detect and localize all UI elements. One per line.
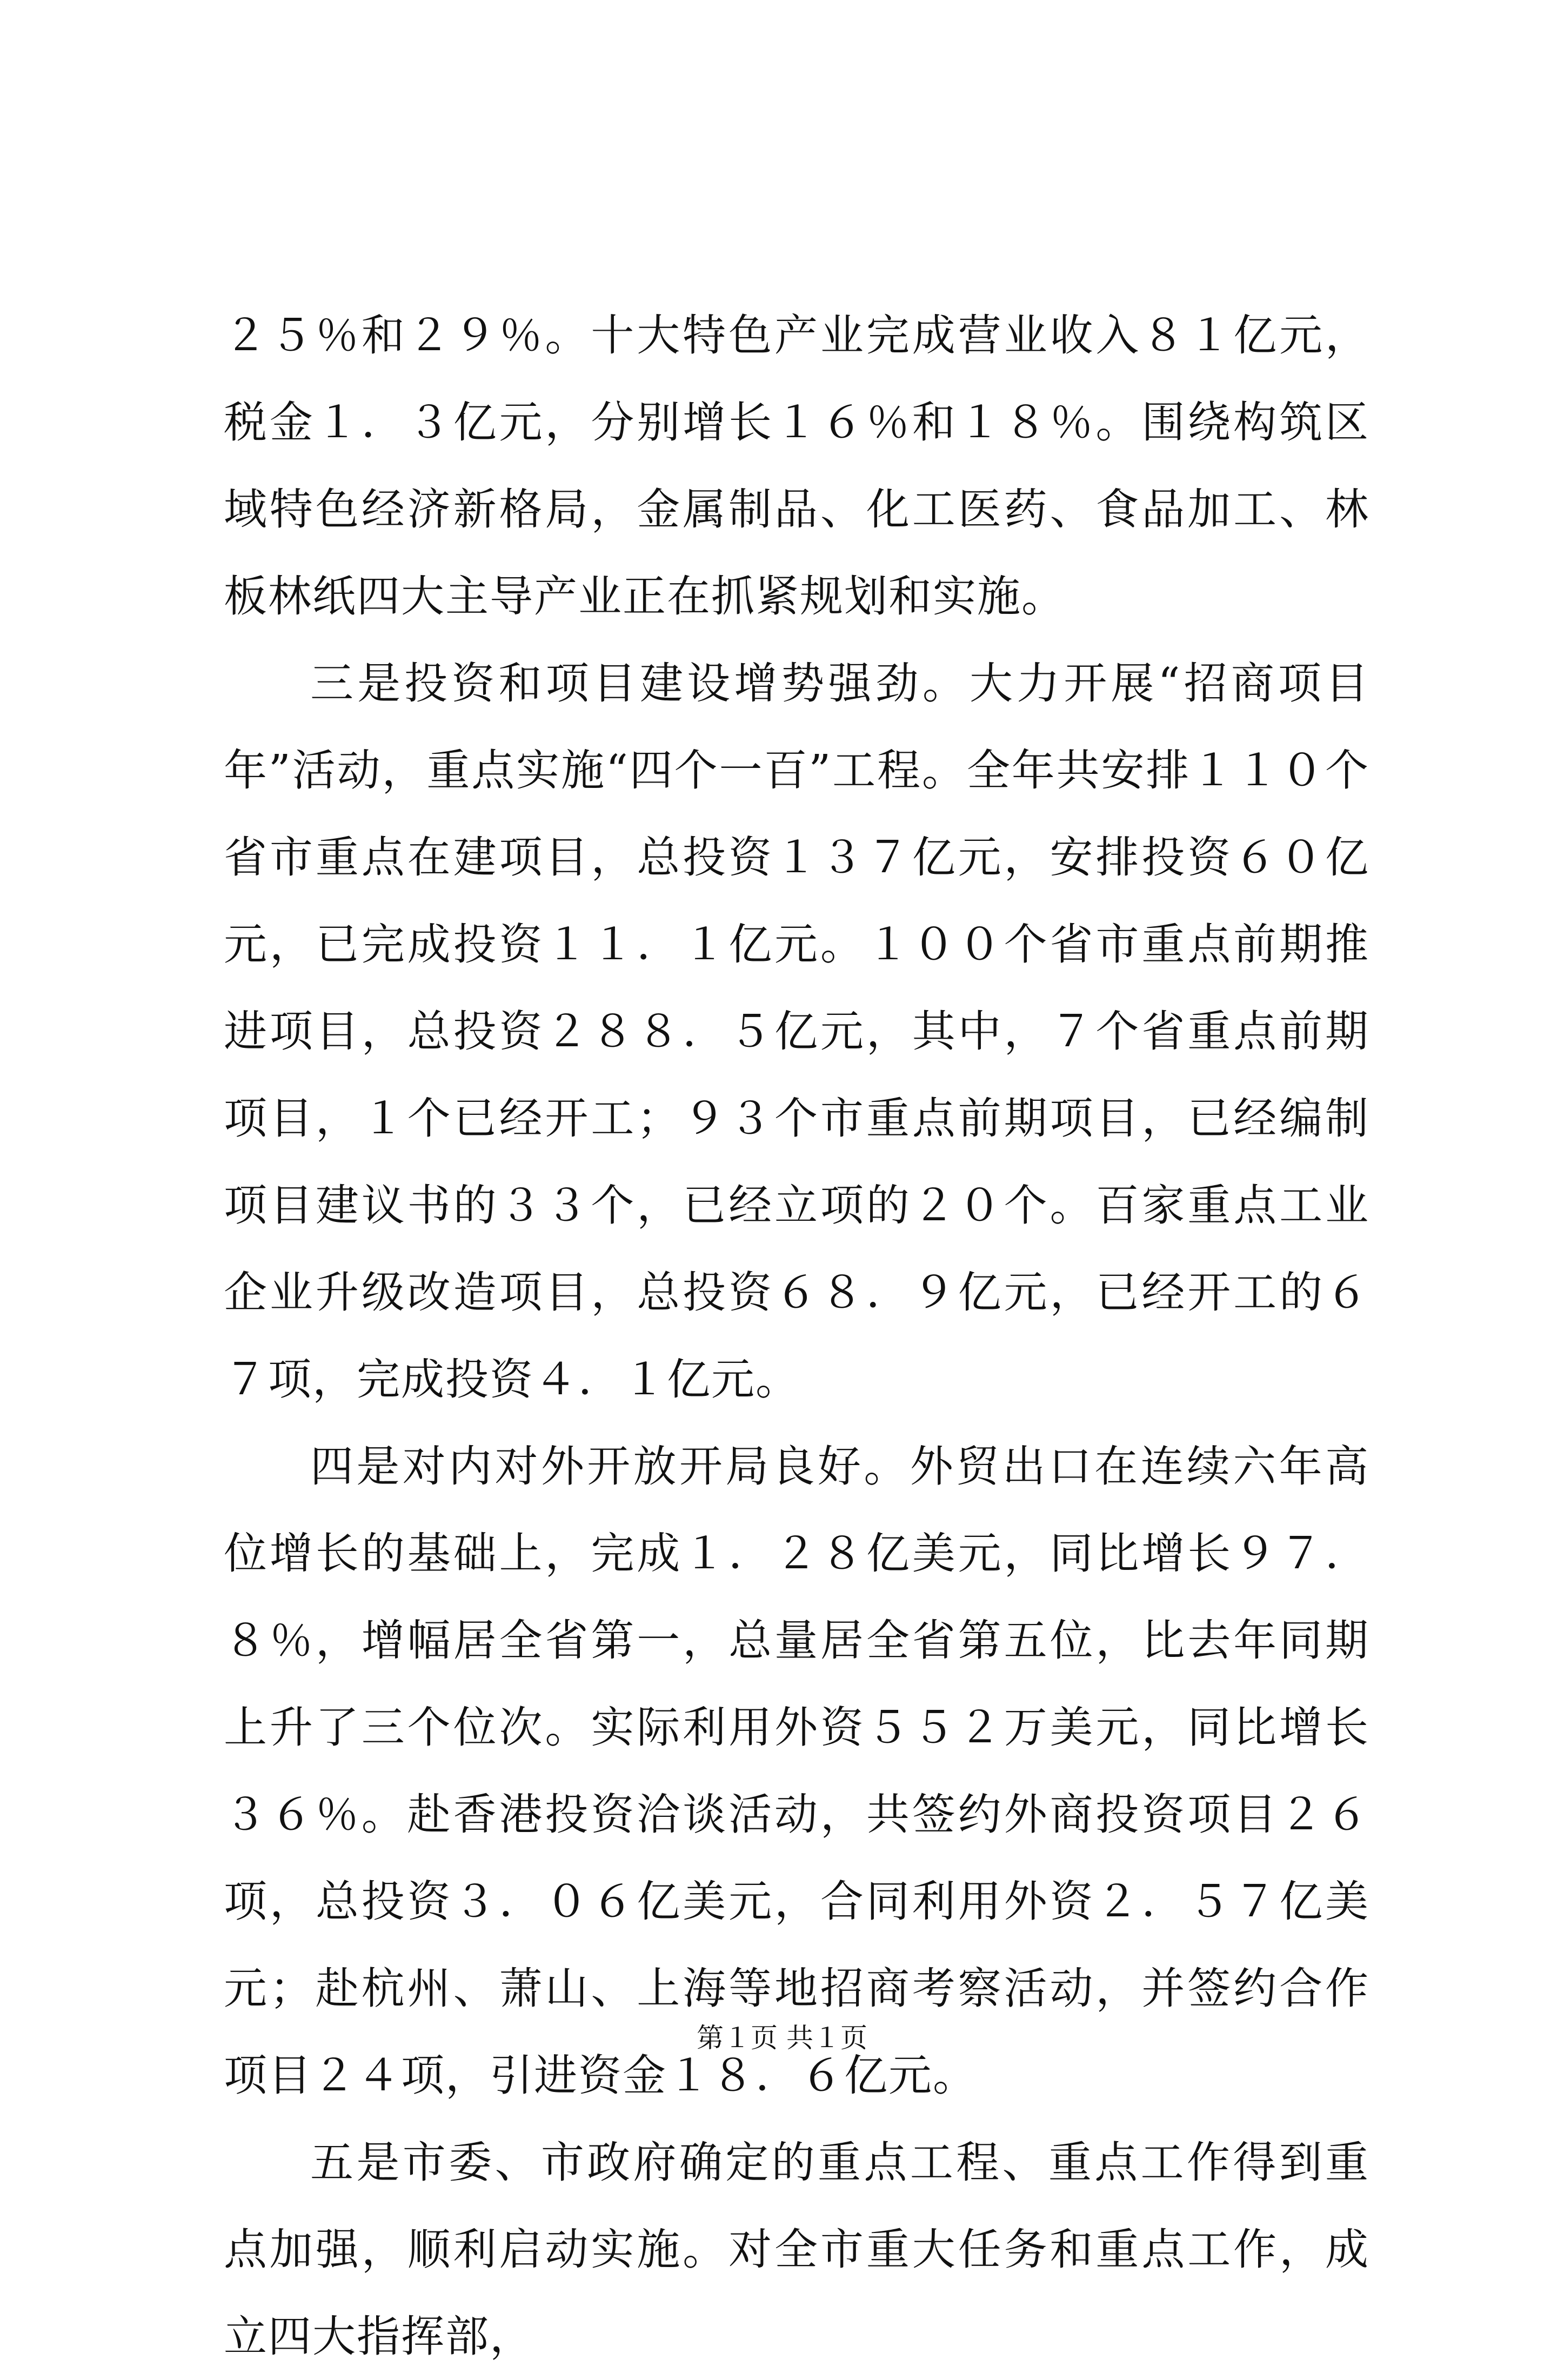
paragraph-4: 五是市委、市政府确定的重点工程、重点工作得到重点加强，顺利启动实施。对全市重大任务和重点工作，成立四大指挥部，: [224, 2137, 1369, 2362]
paragraph-1: ２５％和２９％。十大特色产业完成营业收入８１亿元，税金１．３亿元，分别增长１６％和１８％。围绕构筑区域特色经济新格局，金属制品、化工医药、食品加工、林板林纸四大主导产业正在抓紧规划和实施。: [224, 310, 1369, 621]
document-body: [224, 292, 1369, 2380]
paragraph-2: 三是投资和项目建设增势强劲。大力开展“招商项目年”活动，重点实施“四个一百”工程。全年共安排１１０个省市重点在建项目，总投资１３７亿元，安排投资６０亿元，已完成投资１１．１亿元。１００个省市重点前期推进项目，总投资２８８．５亿元，其中，７个省重点前期项目，１个已经开工；９３个市重点前期项目，已经编制项目建议书的３３个，已经立项的２０个。百家重点工业企业升级改造项目，总投资６８．９亿元，已经开工的６７项，完成投资４．１亿元。: [224, 658, 1369, 1405]
page-footer: 第１页 共１页: [697, 2022, 867, 2054]
paragraph-3: 四是对内对外开放开局良好。外贸出口在连续六年高位增长的基础上，完成１．２８亿美元，同比增长９７．８％，增幅居全省第一，总量居全省第五位，比去年同期上升了三个位次。实际利用外资５５２万美元，同比增长３６％。赴香港投资洽谈活动，共签约外商投资项目２６项，总投资３．０６亿美元，合同利用外资２．５７亿美元；赴杭州、萧山、上海等地招商考察活动，并签约合作项目２４项，引进资金１８．６亿元。: [224, 1441, 1369, 2101]
